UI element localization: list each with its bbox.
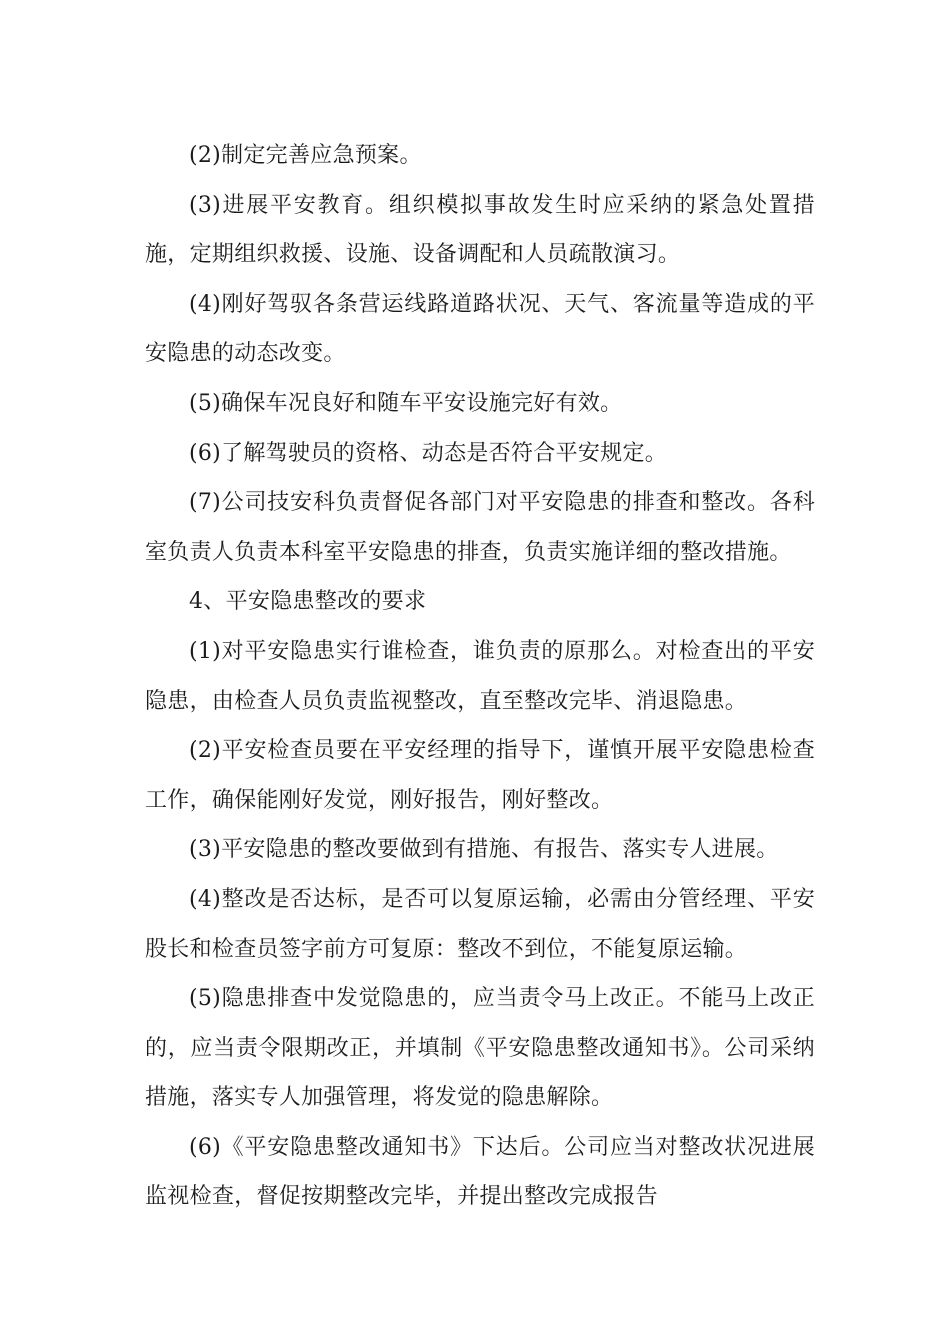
- document-body: [145, 131, 815, 1222]
- paragraph-item-6: (6)了解驾驶员的资格、动态是否符合平安规定。: [189, 440, 668, 466]
- requirement-item-2: (2)平安检查员要在平安经理的指导下，谨慎开展平安隐患检查工作，确保能刚好发觉，刚好报告，刚好整改。: [145, 738, 815, 813]
- section-heading: 4、平安隐患整改的要求: [189, 589, 427, 615]
- paragraph-item-7: (7)公司技安科负责督促各部门对平安隐患的排查和整改。各科室负责人负责本科室平安隐患的排查，负责实施详细的整改措施。: [145, 490, 815, 565]
- requirement-item-5: (5)隐患排查中发觉隐患的，应当责令马上改正。不能马上改正的，应当责令限期改正，并填制《平安隐患整改通知书》。公司采纳措施，落实专人加强管理，将发觉的隐患解除。: [145, 986, 815, 1111]
- requirement-item-3: (3)平安隐患的整改要做到有措施、有报告、落实专人进展。: [189, 837, 779, 863]
- requirement-item-1: (1)对平安隐患实行谁检查，谁负责的原那么。对检查出的平安隐患，由检查人员负责监视整改，直至整改完毕、消退隐患。: [145, 638, 815, 714]
- requirement-item-4: (4)整改是否达标，是否可以复原运输，必需由分管经理、平安股长和检查员签字前方可复原：整改不到位，不能复原运输。: [145, 886, 815, 962]
- paragraph-item-3: (3)进展平安教育。组织模拟事故发生时应采纳的紧急处置措施，定期组织救援、设施、设备调配和人员疏散演习。: [145, 192, 815, 268]
- paragraph-item-5: (5)确保车况良好和随车平安设施完好有效。: [189, 390, 623, 416]
- paragraph-item-4: (4)刚好驾驭各条营运线路道路状况、天气、客流量等造成的平安隐患的动态改变。: [145, 291, 815, 367]
- paragraph-item-2: (2)制定完善应急预案。: [189, 143, 422, 168]
- requirement-item-6: (6)《平安隐患整改通知书》下达后。公司应当对整改状况进展监视检查，督促按期整改完毕，并提出整改完成报告: [145, 1134, 815, 1210]
